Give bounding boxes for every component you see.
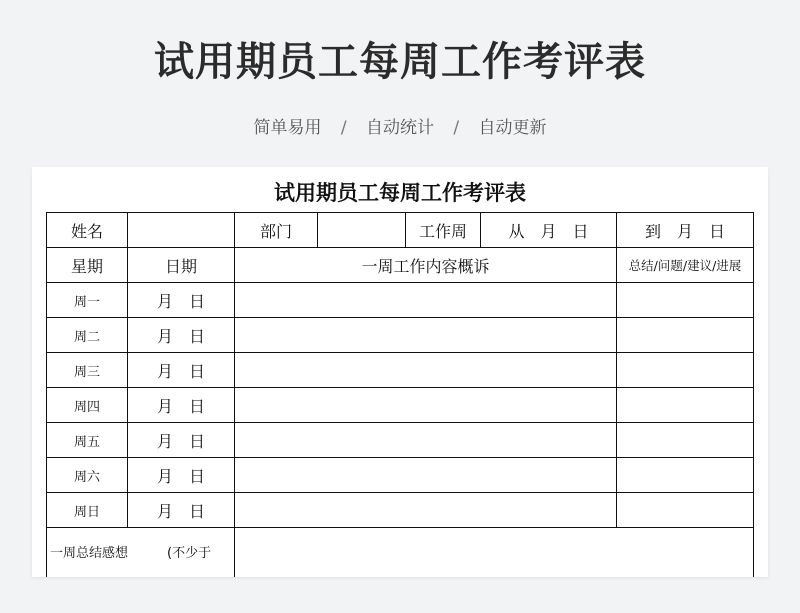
date-cell[interactable]: 月 日	[128, 318, 235, 353]
date-cell[interactable]: 月 日	[128, 458, 235, 493]
table-row	[47, 353, 754, 388]
week-from-field[interactable]: 从 月 日	[481, 213, 617, 248]
date-cell[interactable]: 月 日	[128, 423, 235, 458]
summary-cell[interactable]	[235, 283, 617, 318]
date-cell[interactable]: 月 日	[128, 283, 235, 318]
weekday-cell: 周五	[47, 423, 128, 458]
weekday-cell: 周二	[47, 318, 128, 353]
dept-field[interactable]	[318, 213, 406, 248]
table-row	[47, 458, 754, 493]
notes-cell[interactable]	[617, 493, 754, 528]
table-row	[47, 493, 754, 528]
notes-cell[interactable]	[617, 423, 754, 458]
notes-cell[interactable]	[617, 318, 754, 353]
weekday-header: 星期	[47, 248, 128, 283]
reflection-row	[47, 528, 754, 578]
date-cell[interactable]: 月 日	[128, 353, 235, 388]
summary-cell[interactable]	[235, 318, 617, 353]
week-to-field[interactable]: 到 月 日	[617, 213, 754, 248]
summary-cell[interactable]	[235, 423, 617, 458]
subtitle-item-1: 简单易用	[253, 118, 322, 138]
weekday-cell: 周四	[47, 388, 128, 423]
summary-cell[interactable]	[235, 388, 617, 423]
reflection-label: 一周总结感想 (不少于	[47, 528, 235, 578]
table-row	[47, 388, 754, 423]
evaluation-table	[46, 212, 754, 577]
subtitle	[0, 113, 800, 138]
name-field[interactable]	[128, 213, 235, 248]
date-cell[interactable]: 月 日	[128, 493, 235, 528]
notes-header: 总结/问题/建议/进展	[617, 248, 754, 283]
weekday-cell: 周六	[47, 458, 128, 493]
summary-cell[interactable]	[235, 493, 617, 528]
notes-cell[interactable]	[617, 458, 754, 493]
subtitle-separator: /	[340, 118, 347, 138]
table-row	[47, 423, 754, 458]
name-label: 姓名	[47, 213, 128, 248]
evaluation-sheet	[32, 167, 768, 577]
info-row	[47, 213, 754, 248]
summary-cell[interactable]	[235, 458, 617, 493]
summary-header: 一周工作内容概诉	[235, 248, 617, 283]
subtitle-item-2: 自动统计	[366, 118, 434, 138]
subtitle-separator: /	[453, 118, 460, 138]
column-header-row	[47, 248, 754, 283]
weekday-cell: 周日	[47, 493, 128, 528]
sheet-title: 试用期员工每周工作考评表	[274, 181, 526, 205]
summary-cell[interactable]	[235, 353, 617, 388]
subtitle-item-3: 自动更新	[478, 118, 547, 138]
weekday-cell: 周一	[47, 283, 128, 318]
week-label: 工作周	[406, 213, 481, 248]
date-header: 日期	[128, 248, 235, 283]
dept-label: 部门	[235, 213, 318, 248]
reflection-field[interactable]	[235, 528, 754, 578]
notes-cell[interactable]	[617, 388, 754, 423]
table-row	[47, 318, 754, 353]
weekday-cell: 周三	[47, 353, 128, 388]
notes-cell[interactable]	[617, 283, 754, 318]
date-cell[interactable]: 月 日	[128, 388, 235, 423]
notes-cell[interactable]	[617, 353, 754, 388]
table-row	[47, 283, 754, 318]
page-title: 试用期员工每周工作考评表	[154, 39, 646, 85]
